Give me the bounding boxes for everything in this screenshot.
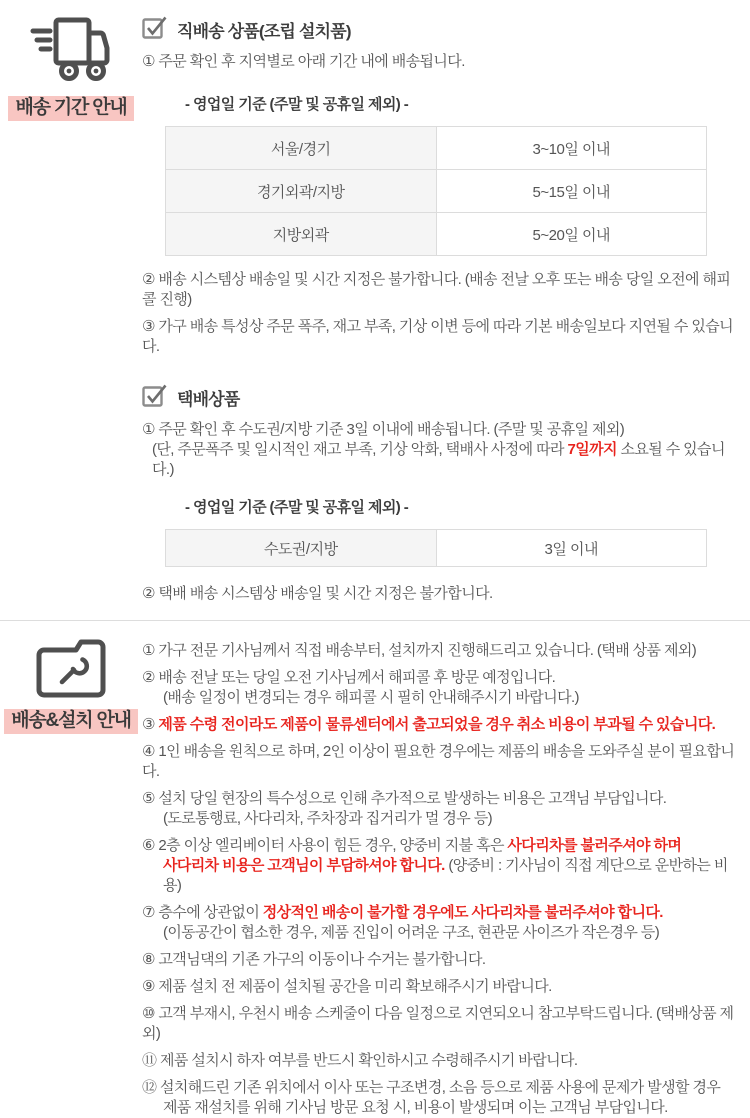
direct-delivery-note-3: ③ 가구 배송 특성상 주문 폭주, 재고 부족, 기상 이변 등에 따라 기본 배송일보다 지연될 수 있습니다. (142, 318, 733, 355)
section-title-delivery-install: 배송&설치 안내 (4, 709, 138, 734)
direct-delivery-title: 직배송 상품(조립 설치품) (177, 22, 351, 41)
install-note-7-line2: (이동공간이 협소한 경우, 제품 진입이 어려운 구조, 현관문 사이즈가 작은경우 등) (163, 924, 660, 941)
install-note-9-text: ⑨ 제품 설치 전 제품이 설치될 공간을 미리 확보해주시기 바랍니다. (142, 978, 552, 995)
checkbox-check-icon (142, 16, 167, 43)
section-title-delivery-period: 배송 기간 안내 (8, 96, 133, 121)
install-note-6-red1: 사다리차를 불러주셔야 하며 (507, 837, 682, 854)
install-note-7-red: 정상적인 배송이 불가할 경우에도 사다리차를 불러주셔야 합니다. (262, 904, 663, 921)
period-cell: 3일 이내 (436, 530, 707, 567)
table-row (166, 170, 707, 213)
business-day-caption-2: - 영업일 기준 (주말 및 공휴일 제외) - (185, 499, 409, 516)
toolbox-wrench-icon (0, 637, 142, 707)
parcel-note-1-sub-post: 소요될 수 있습니다.) (152, 441, 725, 478)
install-note-6-red2: 사다리차 비용은 고객님이 부담하셔야 합니다. (163, 857, 445, 874)
install-note-6-pre: ⑥ 2층 이상 엘리베이터 사용이 힘든 경우, 양중비 지불 혹은 (142, 837, 508, 854)
parcel-note-1-sub-pre: (단, 주문폭주 및 일시적인 재고 부족, 기상 악화, 택배사 사정에 따라 (152, 441, 568, 458)
period-cell: 5~20일 이내 (436, 213, 707, 256)
parcel-note-1-sub-red: 7일까지 (567, 441, 617, 458)
install-note-12 (142, 1078, 740, 1118)
direct-delivery-note-2: ② 배송 시스템상 배송일 및 시간 지정은 불가합니다. (배송 전날 오후 또는 배송 당일 오전에 해피콜 진행) (142, 271, 731, 308)
install-note-12-line2: 제품 재설치를 위해 기사님 방문 요청 시, 비용이 발생되며 이는 고객님 부담입니다. (163, 1099, 668, 1116)
install-note-10-text: ⑩ 고객 부재시, 우천시 배송 스케줄이 다음 일정으로 지연되오니 참고부탁드립니다. (택배상품 제외) (142, 1005, 734, 1042)
install-note-1-text: ① 가구 전문 기사님께서 직접 배송부터, 설치까지 진행해드리고 있습니다. (택배 상품 제외) (142, 642, 697, 659)
delivery-period-content (142, 0, 750, 604)
install-note-11 (142, 1051, 740, 1071)
direct-delivery-heading (142, 16, 740, 43)
install-note-3 (142, 715, 740, 735)
delivery-period-side (0, 0, 142, 604)
period-cell: 5~15일 이내 (436, 170, 707, 213)
direct-delivery-note-1: ① 주문 확인 후 지역별로 아래 기간 내에 배송됩니다. (142, 53, 465, 70)
install-note-3-number: ③ (142, 716, 159, 733)
region-cell: 서울/경기 (166, 127, 437, 170)
install-note-2 (142, 668, 740, 708)
period-cell: 3~10일 이내 (436, 127, 707, 170)
parcel-period-table (165, 529, 707, 567)
truck-icon (0, 10, 142, 94)
install-note-12-line1: ⑫ 설치해드린 기존 위치에서 이사 또는 구조변경, 소음 등으로 제품 사용에 문제가 발생할 경우 (142, 1079, 721, 1096)
delivery-install-section (0, 621, 750, 1118)
region-cell: 수도권/지방 (166, 530, 437, 567)
checkbox-check-icon (142, 384, 167, 411)
install-note-10 (142, 1004, 740, 1044)
delivery-period-table (165, 126, 707, 256)
install-note-6 (142, 836, 740, 896)
install-note-4 (142, 742, 740, 782)
table-row (166, 530, 707, 567)
install-note-6-post: (양중비 : 기사님이 직접 계단으로 운반하는 비용) (163, 857, 728, 894)
delivery-install-side (0, 621, 142, 1118)
parcel-note-2: ② 택배 배송 시스템상 배송일 및 시간 지정은 불가합니다. (142, 585, 493, 602)
install-note-1 (142, 641, 740, 661)
parcel-title: 택배상품 (177, 390, 240, 409)
parcel-heading (142, 384, 740, 411)
delivery-install-content (142, 621, 750, 1118)
region-cell: 지방외곽 (166, 213, 437, 256)
table-row (166, 127, 707, 170)
region-cell: 경기외곽/지방 (166, 170, 437, 213)
install-note-7 (142, 903, 740, 943)
install-note-8-text: ⑧ 고객님댁의 기존 가구의 이동이나 수거는 불가합니다. (142, 951, 486, 968)
install-note-4-text: ④ 1인 배송을 원칙으로 하며, 2인 이상이 필요한 경우에는 제품의 배송을 도와주실 분이 필요합니다. (142, 743, 735, 780)
parcel-note-1: ① 주문 확인 후 수도권/지방 기준 3일 이내에 배송됩니다. (주말 및 공휴일 제외) (142, 421, 625, 438)
install-note-2-line2: (배송 일정이 변경되는 경우 해피콜 시 필히 안내해주시기 바랍니다.) (163, 689, 579, 706)
install-note-7-pre: ⑦ 층수에 상관없이 (142, 904, 263, 921)
install-note-2-line1: ② 배송 전날 또는 당일 오전 기사님께서 해피콜 후 방문 예정입니다. (142, 669, 556, 686)
install-note-5-line2: (도로통행료, 사다리차, 주차장과 집거리가 멀 경우 등) (163, 810, 493, 827)
install-note-3-red-text: 제품 수령 전이라도 제품이 물류센터에서 출고되었을 경우 취소 비용이 부과될 수 있습니다. (158, 716, 716, 733)
install-note-11-text: ⑪ 제품 설치시 하자 여부를 반드시 확인하시고 수령해주시기 바랍니다. (142, 1052, 578, 1069)
business-day-caption-1: - 영업일 기준 (주말 및 공휴일 제외) - (185, 96, 409, 113)
parcel-note-1-sub (142, 440, 740, 480)
install-note-5-line1: ⑤ 설치 당일 현장의 특수성으로 인해 추가적으로 발생하는 비용은 고객님 부담입니다. (142, 790, 667, 807)
install-note-5 (142, 789, 740, 829)
install-note-9 (142, 977, 740, 997)
install-note-8 (142, 950, 740, 970)
table-row (166, 213, 707, 256)
